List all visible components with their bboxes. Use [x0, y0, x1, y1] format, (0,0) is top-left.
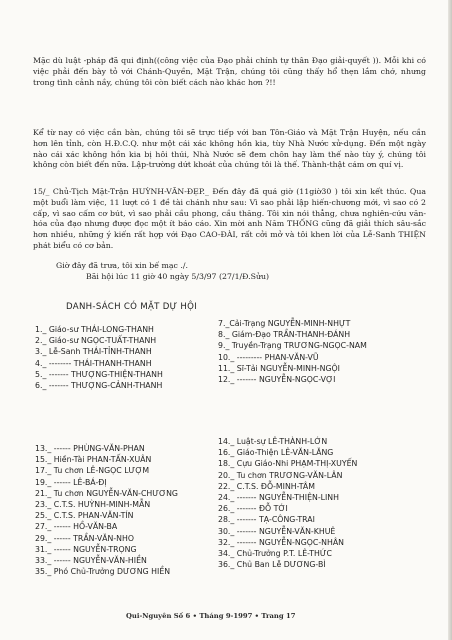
attendee-row: 28._ ------- TẠ-CÔNG-TRAI: [218, 515, 315, 525]
attendee-row: 24._ ------- NGUYỄN-THIỆN-LINH: [218, 492, 339, 502]
attendee-row: 36._ Chủ Ban Lễ DƯƠNG-BÌ: [218, 560, 326, 570]
attendee-column-left-bottom: [35, 443, 221, 577]
paragraph-1: Mặc dù luật -pháp đã qui định((công việc của Đạo phải chính tự thân Đạo giải-quyết )). Mỗi khi có việc phải đến bày tỏ với Chánh-Quyền, Mặt Trận, chúng tôi cũng thấy hổ thẹn lắm chớ, nhưng trong tình cảnh nầy, chúng tôi còn biết cách nào khác hơn ?!!: [33, 56, 426, 87]
attendee-row: 21._ Tu chơn NGUYỄN-VĂN-CHƯƠNG: [35, 488, 178, 498]
attendee-row: 5._ ------- THƯỢNG-THIỆN-THANH: [35, 369, 163, 379]
attendee-row: 3._ Lễ-Sanh THÁI-TỈNH-THANH: [35, 347, 152, 357]
attendee-row: 33._ ------ NGUYỄN-VĂN-HIỀN: [35, 555, 147, 565]
page-footer: Qui-Nguyên Số 6 • Tháng 9-1997 • Trang 17: [126, 612, 296, 620]
scan-edge-shadow: [448, 0, 452, 640]
attendee-row: 34._ Chủ-Trưởng P.T. LÊ-THỨC: [218, 548, 332, 558]
paragraph-2: Kể từ nay có việc cần bàn, chúng tôi sẽ trực tiếp với ban Tôn-Giáo và Mặt Trận Huyện, nếu cần hơn lên tỉnh, còn H.Đ.C.Q. như một cái xác không hồn kia, tùy Nhà Nước xử-dụng. Đến một ngày nào cái xác không hồn kia bị hôi thúi, Nhà Nước sẽ đem chôn hay làm thế nào tùy ý, chúng tôi không còn biết đến nữa. Lập-trường dứt khoát của chúng tôi là thế. Thành-thật cám ơn quí vị.: [33, 128, 426, 170]
closing-lines: [56, 261, 269, 282]
attendee-row: 12._ ------- NGUYỄN-NGỌC-VỢI: [218, 374, 336, 384]
attendee-row: 8._ Giám-Đạo TRẦN-THANH-ĐÁNH: [218, 330, 351, 340]
attendee-row: 9._ Truyền-Trạng TRƯƠNG-NGỌC-NAM: [218, 341, 367, 351]
attendee-row: 17._ Tu chơn LÊ-NGỌC LƯỢM: [35, 466, 150, 476]
attendee-row: 25._ C.T.S. PHAN-VĂN-TÍN: [35, 511, 134, 521]
attendee-column-right-top: [218, 318, 433, 385]
attendee-row: 27._ ------ HỒ-VĂN-BA: [35, 522, 118, 532]
attendee-row: 19._ ------ LÊ-BÁ-ĐỊ: [35, 477, 107, 487]
attendee-list-title: DANH-SÁCH CÓ MẶT DỰ HỘI: [66, 302, 198, 312]
attendee-row: 35._ Phó Chủ-Trưởng DƯƠNG HIỀN: [35, 567, 171, 577]
attendee-row: 30._ ------- NGUYỄN-VĂN-KHUÊ: [218, 526, 336, 536]
attendee-row: 1._ Giáo-sư THÁI-LONG-THANH: [35, 325, 154, 334]
attendee-row: 18._ Cựu Giáo-Nhi PHẠM-THỊ-XUYẾN: [218, 459, 358, 469]
paragraph-3: 15/_ Chủ-Tịch Mặt-Trận HUỲNH-VĂN-ĐẸP._ Đến đây đã quá giờ (11giờ30 ) tôi xin kết thúc. Qua một buổi làm việc, 11 lượt có 1 đề tài chánh như sau: Vì sao phải lập hiến-chương mới, vì sao có 2 cấp, vì sao cấm cơ bút, vì sao phải cầu phong, cầu thăng. Tôi xin nói thẳng, chưa nghiên-cứu văn-hóa của đạo nhưng được đọc một ít báo cáo. Xin mời anh Năm THỐNG cũng đã giải thích sâu-sắc hơn nhiều, những ý kiến rất hợp với Đạo CAO-ĐÀI, rất cởi mở và tôi khen lời của Lễ-Sanh THIỆN phát biểu có cơ bản.: [33, 187, 426, 250]
attendee-row: 29._ ------ TRẦN-VĂN-NHO: [35, 533, 134, 543]
attendee-row: 16._ Giáo-Thiện LÊ-VĂN-LĂNG: [218, 448, 334, 458]
attendee-row: 15._ Hiền-Tài PHAN-TẤN-XUÂN: [35, 455, 152, 465]
attendee-row: 4._ -------- THÁI-THANH-THANH: [35, 358, 152, 368]
attendee-column-right-bottom: [218, 436, 433, 570]
attendee-row: 7._Cải-Trạng NGUYỄN-MINH-NHỰT: [218, 319, 351, 328]
attendee-row: 20._ Tu chơn TRƯƠNG-VĂN-LÂN: [218, 470, 343, 480]
attendee-row: 32._ ------- NGUYỄN-NGỌC-NHÂN: [218, 537, 344, 547]
attendee-row: 22._ C.T.S. ĐỖ-MINH-TÂM: [218, 481, 315, 491]
attendee-row: 2._ Giáo-sư NGỌC-TUẤT-THANH: [35, 336, 157, 346]
attendee-row: 14._ Luật-sự LÊ-THÀNH-LỚN: [218, 437, 328, 446]
attendee-row: 31._ ------ NGUYỄN-TRỌNG: [35, 544, 137, 554]
attendee-row: 6._ ------- THƯỢNG-CẢNH-THANH: [35, 380, 163, 390]
attendee-row: 10._ --------- PHAN-VĂN-VŨ: [218, 352, 319, 362]
closing-line-1: Giờ đây đã trưa, tôi xin bế mạc ./.: [56, 261, 188, 270]
attendee-row: 23._ C.T.S. HUỲNH-MINH-MẪN: [35, 499, 151, 509]
attendee-row: 26._ ------- ĐỖ TỚI: [218, 504, 288, 514]
attendee-column-left-top: [35, 324, 221, 391]
attendee-row: 11._ Sĩ-Tải NGUYỄN-MINH-NGỘI: [218, 363, 340, 373]
attendee-row: 13._ ------ PHÙNG-VĂN-PHAN: [35, 444, 145, 453]
closing-line-2: Bãi hội lúc 11 giờ 40 ngày 5/3/97 (27/1/Đ.Sửu): [86, 271, 270, 281]
